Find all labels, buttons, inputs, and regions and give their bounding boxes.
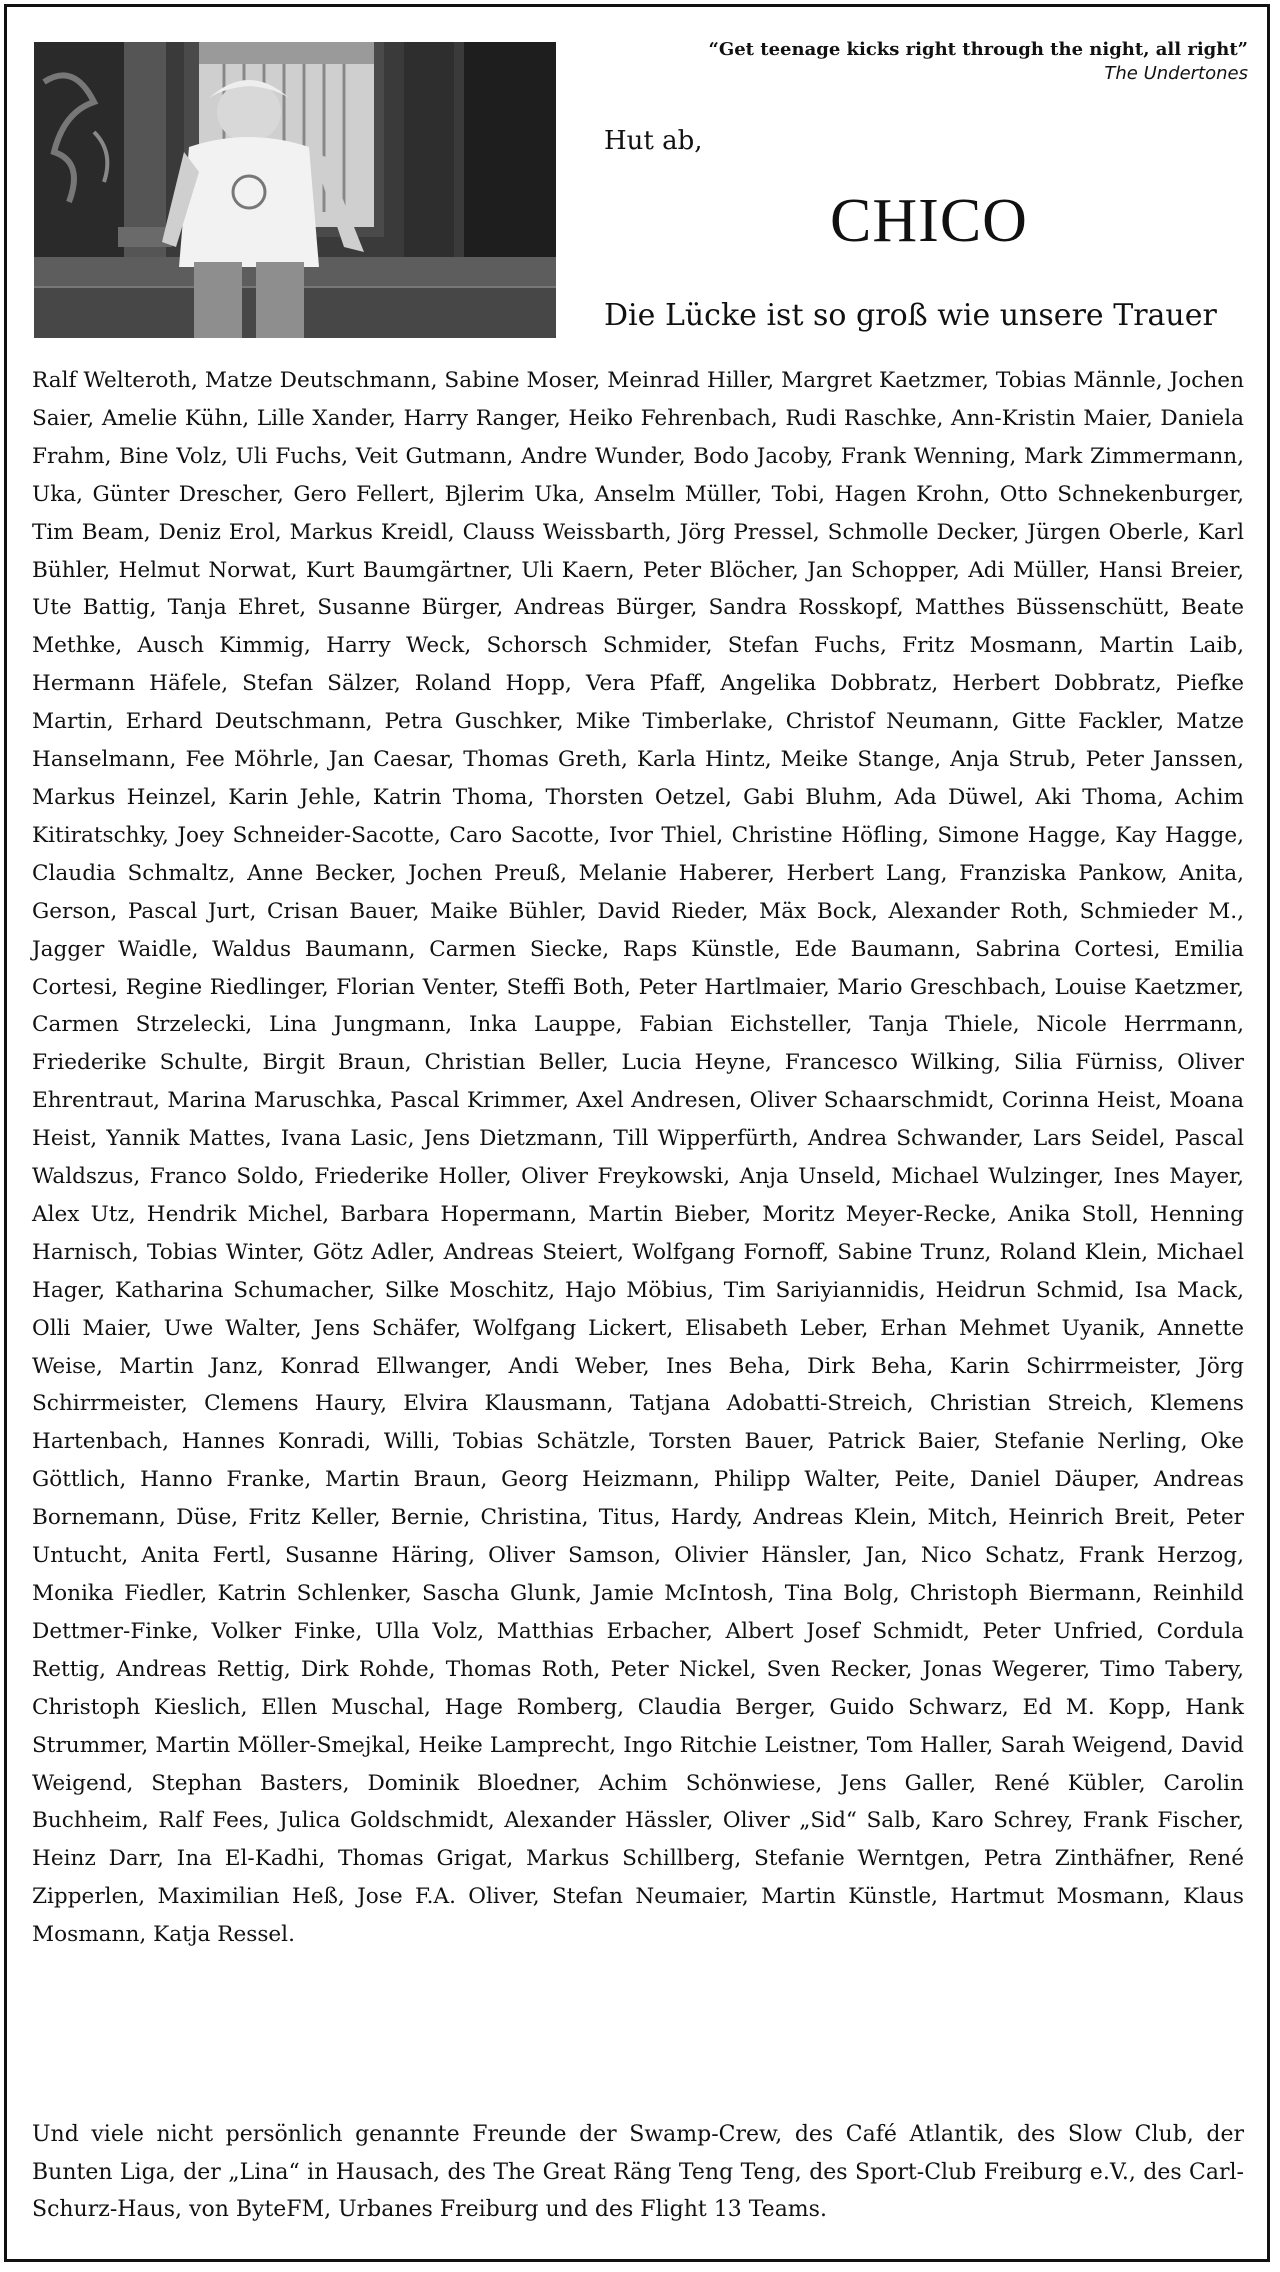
mourners-list: Ralf Welteroth, Matze Deutschmann, Sabine Moser, Meinrad Hiller, Margret Kaetzmer, Tobias Männle, Jochen Saier, Amelie Kühn, Lille Xander, Harry Ranger, Heiko Fehrenbach, Rudi Raschke, Ann-Kristin Maier, Daniela Frahm, Bine Volz, Uli Fuchs, Veit Gutmann, Andre Wunder, Bodo Jacoby, Frank Wenning, Mark Zimmermann, Uka, Günter Drescher, Gero Fellert, Bjlerim Uka, Anselm Müller, Tobi, Hagen Krohn, Otto Schnekenburger, Tim Beam, Deniz Erol, Markus Kreidl, Clauss Weissbarth, Jörg Pressel, Schmolle Decker, Jürgen Oberle, Karl Bühler, Helmut Norwat, Kurt Baumgärtner, Uli Kaern, Peter Blöcher, Jan Schopper, Adi Müller, Hansi Breier, Ute Battig, Tanja Ehret, Susanne Bürger, Andreas Bürger, Sandra Rosskopf, Matthes Büssenschütt, Beate Methke, Ausch Kimmig, Harry Weck, Schorsch Schmider, Stefan Fuchs, Fritz Mosmann, Martin Laib, Hermann Häfele, Stefan Sälzer, Roland Hopp, Vera Pfaff, Angelika Dobbratz, Herbert Dobbratz, Piefke Martin, Erhard Deutschmann, Petra Guschker, Mike Timberlake, Christof Neumann, Gitte Fackler, Matze Hanselmann, Fee Möhrle, Jan Caesar, Thomas Greth, Karla Hintz, Meike Stange, Anja Strub, Peter Janssen, Markus Heinzel, Karin Jehle, Katrin Thoma, Thorsten Oetzel, Gabi Bluhm, Ada Düwel, Aki Thoma, Achim Kitiratschky, Joey Schneider-Sacotte, Caro Sacotte, Ivor Thiel, Christine Höfling, Simone Hagge, Kay Hagge, Claudia Schmaltz, Anne Becker, Jochen Preuß, Melanie Haberer, Herbert Lang, Franziska Pankow, Anita, Gerson, Pascal Jurt, Crisan Bauer, Maike Bühler, David Rieder, Mäx Bock, Alexander Roth, Schmieder M., Jagger Waidle, Waldus Baumann, Carmen Siecke, Raps Künstle, Ede Baumann, Sabrina Cortesi, Emilia Cortesi, Regine Riedlinger, Florian Venter, Steffi Both, Peter Hartlmaier, Mario Greschbach, Louise Kaetzmer, Carmen Strzelecki, Lina Jungmann, Inka Lauppe, Fabian Eichsteller, Tanja Thiele, Nicole Herrmann, Friederike Schulte, Birgit Braun, Christian Beller, Lucia Heyne, Francesco Wilking, Silia Fürniss, Oliver Ehrentraut, Marina Maruschka, Pascal Krimmer, Axel Andresen, Oliver Schaarschmidt, Corinna Heist, Moana Heist, Yannik Mattes, Ivana Lasic, Jens Dietzmann, Till Wipperfürth, Andrea Schwander, Lars Seidel, Pascal Waldszus, Franco Soldo, Friederike Holler, Oliver Freykowski, Anja Unseld, Michael Wulzinger, Ines Mayer, Alex Utz, Hendrik Michel, Barbara Hopermann, Martin Bieber, Moritz Meyer-Recke, Anika Stoll, Henning Harnisch, Tobias Winter, Götz Adler, Andreas Steiert, Wolfgang Fornoff, Sabine Trunz, Roland Klein, Michael Hager, Katharina Schumacher, Silke Moschitz, Hajo Möbius, Tim Sariyiannidis, Heidrun Schmid, Isa Mack, Olli Maier, Uwe Walter, Jens Schäfer, Wolfgang Lickert, Elisabeth Leber, Erhan Mehmet Uyanik, Annette Weise, Martin Janz, Konrad Ellwanger, Andi Weber, Ines Beha, Dirk Beha, Karin Schirrmeister, Jörg Schirrmeister, Clemens Haury, Elvira Klausmann, Tatjana Adobatti-Streich, Christian Streich, Klemens Hartenbach, Hannes Konradi, Willi, Tobias Schätzle, Torsten Bauer, Patrick Baier, Stefanie Nerling, Oke Göttlich, Hanno Franke, Martin Braun, Georg Heizmann, Philipp Walter, Peite, Daniel Däuper, Andreas Bornemann, Düse, Fritz Keller, Bernie, Christina, Titus, Hardy, Andreas Klein, Mitch, Heinrich Breit, Peter Untucht, Anita Fertl, Susanne Häring, Oliver Samson, Olivier Hänsler, Jan, Nico Schatz, Frank Herzog, Monika Fiedler, Katrin Schlenker, Sascha Glunk, Jamie McIntosh, Tina Bolg, Christoph Biermann, Reinhild Dettmer-Finke, Volker Finke, Ulla Volz, Matthias Erbacher, Albert Josef Schmidt, Peter Unfried, Cordula Rettig, Andreas Rettig, Dirk Rohde, Thomas Roth, Peter Nickel, Sven Recker, Jonas Wegerer, Timo Tabery, Christoph Kieslich, Ellen Muschal, Hage Romberg, Claudia Berger, Guido Schwarz, Ed M. Kopp, Hank Strummer, Martin Möller-Smejkal, Heike Lamprecht, Ingo Ritchie Leistner, Tom Haller, Sarah Weigend, David Weigend, Stephan Basters, Dominik Bloedner, Achim Schönwiese, Jens Galler, René Kübler, Carolin Buchheim, Ralf Fees, Julica Goldschmidt, Alexander Hässler, Oliver „Sid“ Salb, Karo Schrey, Frank Fischer, Heinz Darr, Ina El-Kadhi, Thomas Grigat, Markus Schillberg, Stefanie Werntgen, Petra Zinthäfner, René Zipperlen, Maximilian Heß, Jose F.A. Oliver, Stefan Neumaier, Martin Künstle, Hartmut Mosmann, Klaus Mosmann, Katja Ressel.: [32, 368, 1244, 1948]
mourning-subtitle: Die Lücke ist so groß wie unsere Trauer: [604, 298, 1217, 333]
portrait-photo: [34, 42, 556, 338]
quote-text: “Get teenage kicks right through the night, all right”: [708, 39, 1248, 60]
portrait-illustration: [34, 42, 556, 338]
deceased-name: CHICO: [830, 187, 1028, 255]
quote-author: The Undertones: [1104, 63, 1248, 84]
epigraph-quote: [709, 38, 1249, 86]
closing-paragraph: Und viele nicht persönlich genannte Freunde der Swamp-Crew, des Café Atlantik, des Slow Club, der Bunten Liga, der „Lina“ in Hausach, des The Great Räng Teng Teng, des Sport-Club Freiburg e.V., des Carl-Schurz-Haus, von ByteFM, Urbanes Freiburg und des Flight 13 Teams.: [32, 2122, 1244, 2222]
salutation: Hut ab,: [604, 126, 703, 156]
